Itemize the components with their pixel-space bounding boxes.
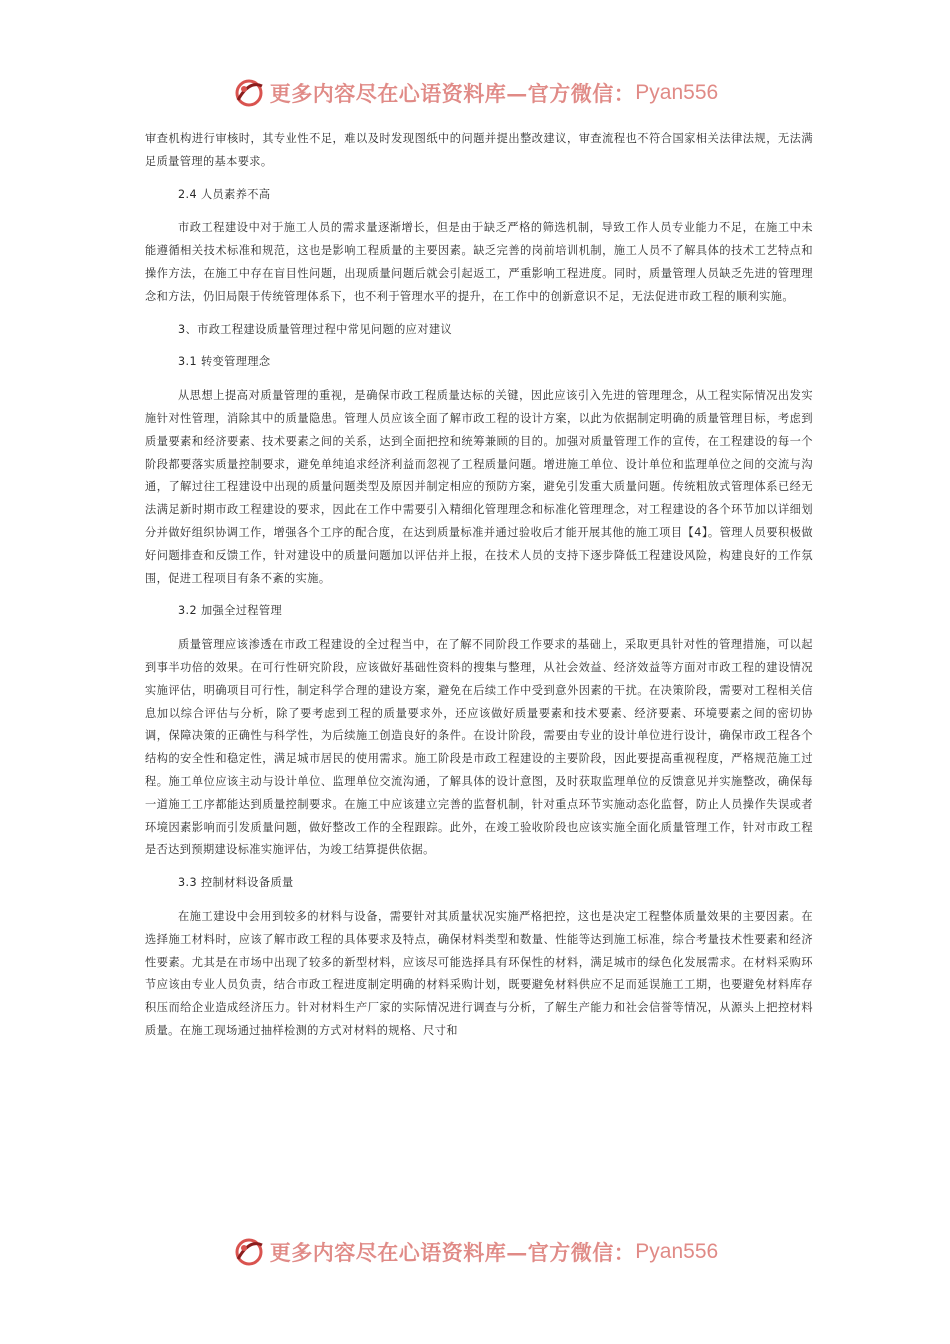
document-body	[145, 128, 813, 1043]
watermark-banner-bottom	[0, 1232, 950, 1272]
section-heading: 3.3 控制材料设备质量	[178, 876, 294, 890]
watermark-banner-top	[0, 73, 950, 113]
body-paragraph: 质量管理应该渗透在市政工程建设的全过程当中，在了解不同阶段工作要求的基础上，采取更具针对性的管理措施，可以起到事半功倍的效果。在可行性研究阶段，应该做好基础性资料的搜集与整理，从社会效益、经济效益等方面对市政工程的建设情况实施评估，明确项目可行性，制定科学合理的建设方案，避免在后续工作中受到意外因素的干扰。在决策阶段，需要对工程相关信息加以综合评估与分析，除了要考虑到工程的质量要求外，还应该做好质量要素和技术要素、经济要素、环境要素之间的密切协调，保障决策的正确性与科学性，为后续施工创造良好的条件。在设计阶段，需要由专业的设计单位进行设计，确保市政工程各个结构的安全性和稳定性，满足城市居民的使用需求。施工阶段是市政工程建设的主要阶段，因此要提高重视程度，严格规范施工过程。施工单位应该主动与设计单位、监理单位交流沟通，了解具体的设计意图，及时获取监理单位的反馈意见并实施整改，确保每一道施工工序都能达到质量控制要求。在施工中应该建立完善的监督机制，针对重点环节实施动态化监督，防止人员操作失误或者环境因素影响而引发质量问题，做好整改工作的全程跟踪。此外，在竣工验收阶段也应该实施全面化质量管理工作，针对市政工程是否达到预期建设标准实施评估，为竣工结算提供依据。	[145, 638, 813, 857]
body-paragraph: 在施工建设中会用到较多的材料与设备，需要针对其质量状况实施严格把控，这也是决定工程整体质量效果的主要因素。在选择施工材料时，应该了解市政工程的具体要求及特点，确保材料类型和数量、性能等达到施工标准，综合考量技术性要素和经济性要素。尤其是在市场中出现了较多的新型材料，应该尽可能选择具有环保性的材料，满足城市的绿色化发展需求。在材料采购环节应该由专业人员负责，结合市政工程进度制定明确的材料采购计划，既要避免材料供应不足而延误施工工期，也要避免材料库存积压而给企业造成经济压力。针对材料生产厂家的实际情况进行调查与分析，了解生产能力和社会信誉等情况，从源头上把控材料质量。在施工现场通过抽样检测的方式对材料的规格、尺寸和	[145, 909, 813, 1037]
body-paragraph: 从思想上提高对质量管理的重视，是确保市政工程质量达标的关键，因此应该引入先进的管理理念，从工程实际情况出发实施针对性管理，消除其中的质量隐患。管理人员应该全面了解市政工程的设计方案，以此为依据制定明确的质量管理目标，考虑到质量要素和经济要素、技术要素之间的关系，达到全面把控和统筹兼顾的目的。加强对质量管理工作的宣传，在工程建设的每一个阶段都要落实质量控制要求，避免单纯追求经济利益而忽视了工程质量问题。增进施工单位、设计单位和监理单位之间的交流与沟通，了解过往工程建设中出现的质量问题类型及原因并制定相应的预防方案，避免引发重大质量问题。传统粗放式管理体系已经无法满足新时期市政工程建设的要求，因此在工作中需要引入精细化管理理念和标准化管理理念，对工程建设的各个环节加以详细划分并做好组织协调工作，增强各个工序的配合度，在达到质量标准并通过验收后才能开展其他的施工项目【4】。管理人员要积极做好问题排查和反馈工作，针对建设中的质量问题加以评估并上报，在技术人员的支持下逐步降低工程建设风险，构建良好的工作氛围，促进工程项目有条不紊的实施。	[145, 389, 813, 585]
body-paragraph: 市政工程建设中对于施工人员的需求量逐渐增长，但是由于缺乏严格的筛选机制，导致工作人员专业能力不足，在施工中未能遵循相关技术标准和规范，这也是影响工程质量的主要因素。缺乏完善的岗前培训机制，施工人员不了解具体的技术工艺特点和操作方法，在施工中存在盲目性问题，出现质量问题后就会引起返工，严重影响工程进度。同时，质量管理人员缺乏先进的管理理念和方法，仍旧局限于传统管理体系下，也不利于管理水平的提升，在工作中的创新意识不足，无法促进市政工程的顺利实施。	[145, 221, 813, 303]
section-heading: 2.4 人员素养不高	[178, 187, 271, 201]
chapter-heading: 3、市政工程建设质量管理过程中常见问题的应对建议	[178, 322, 453, 336]
body-paragraph: 审查机构进行审核时，其专业性不足，难以及时发现图纸中的问题并提出整改建议，审查流程也不符合国家相关法律法规，无法满足质量管理的基本要求。	[145, 132, 813, 168]
banner-wechat-id: Pyan556	[635, 1240, 719, 1263]
banner-text: 更多内容尽在心语资料库—官方微信：	[269, 1240, 636, 1265]
banner-text: 更多内容尽在心语资料库—官方微信：	[269, 81, 636, 106]
banner-wechat-id: Pyan556	[635, 81, 719, 104]
section-heading: 3.1 转变管理理念	[178, 355, 271, 369]
brand-logo-icon	[232, 1235, 266, 1269]
brand-logo-icon	[232, 76, 266, 110]
section-heading: 3.2 加强全过程管理	[178, 604, 283, 618]
